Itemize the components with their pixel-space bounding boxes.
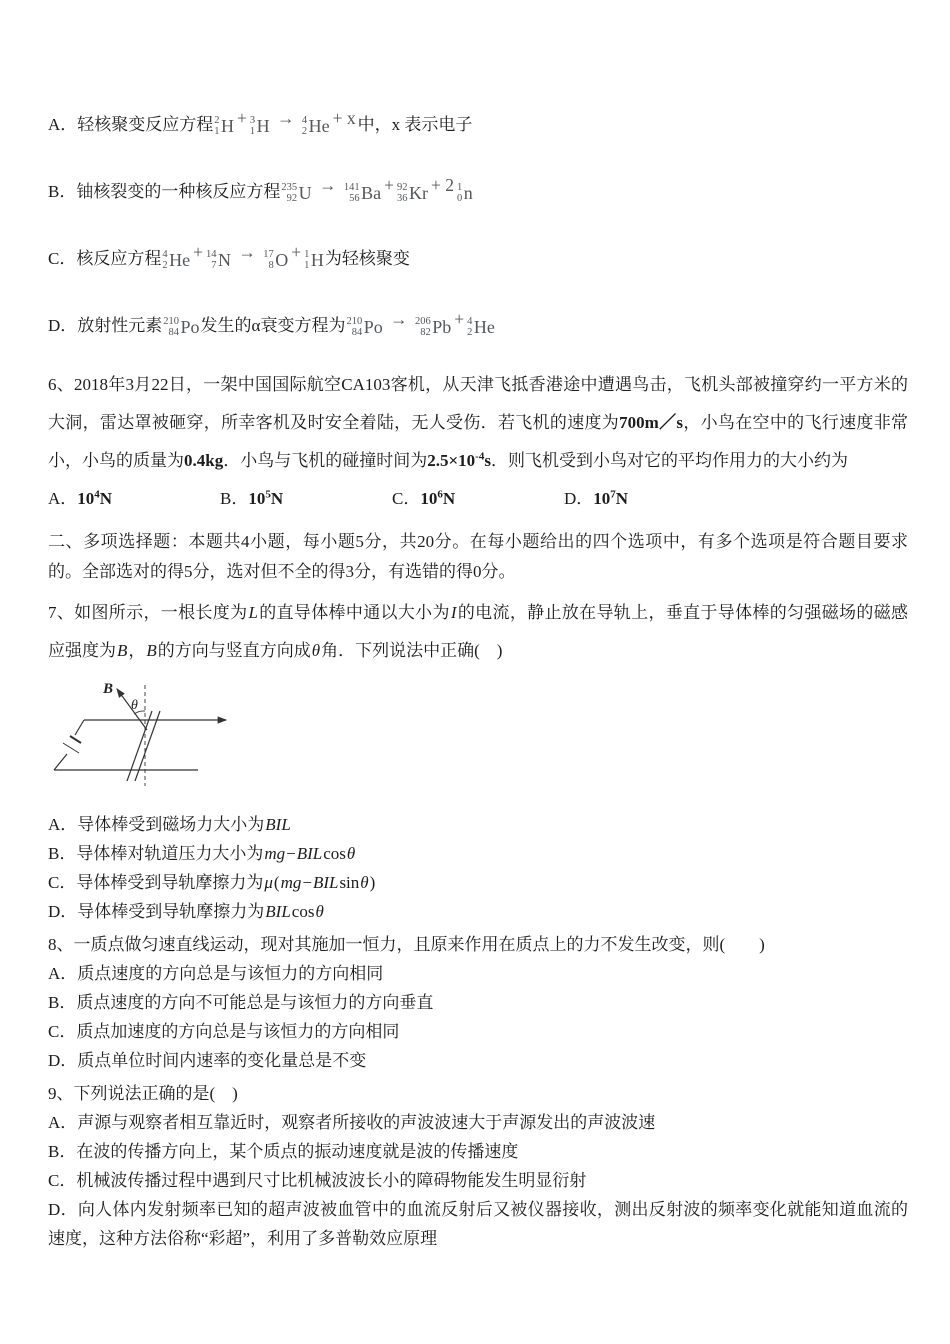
q8-option-c: C．质点加速度的方向总是与该恒力的方向相同 — [48, 1022, 400, 1041]
q5-option-a: A．轻核聚变反应方程 2 1 H + 3 1 H → 4 2 He + x 中，x 表示电子 — [48, 108, 473, 138]
isotope-notation: 141 56 Ba — [343, 182, 382, 205]
isotope-notation: 4 2 He — [162, 249, 191, 272]
q7-stem: 7、如图所示，一根长度为L的直导体棒中通以大小为I的电流，静止放在导轨上，垂直于导体棒的匀强磁场的磁感应强度为B，B的方向与竖直方向成θ角．下列说法中正确( ) — [48, 603, 909, 660]
q7-option-c: C．导体棒受到导轨摩擦力为μ(mg−BILsinθ) — [48, 873, 376, 892]
q9-option-c: C．机械波传播过程中遇到尺寸比机械波波长小的障碍物能发生明显衍射 — [48, 1171, 587, 1190]
q9-stem: 9、下列说法正确的是( ) — [48, 1084, 238, 1103]
q8-option-b: B．质点速度的方向不可能总是与该恒力的方向垂直 — [48, 993, 434, 1012]
q9-option-b: B．在波的传播方向上，某个质点的振动速度就是波的传播速度 — [48, 1142, 519, 1161]
q6-option-d: D．$10^7N$ — [564, 488, 629, 508]
battery-plate-short — [70, 736, 81, 743]
q6-option-a: A．$10^4N$ — [48, 488, 113, 508]
b-label: B — [103, 681, 114, 697]
isotope-notation: 206 82 Pb — [414, 316, 452, 339]
q6-option-b: B．$10^5N$ — [220, 488, 284, 508]
rail-magnetic-field-figure — [50, 680, 255, 794]
isotope-notation: 210 84 Po — [163, 316, 200, 339]
battery-plate-long — [63, 743, 79, 753]
q8-stem: 8、一质点做匀速直线运动，现对其施加一恒力，且原来作用在质点上的力不发生改变，则( ) — [48, 935, 765, 954]
q5-option-d: D．放射性元素 210 84 Po 发生的α衰变方程为 210 84 Po → 206 82 Pb + 4 2 He — [48, 309, 495, 339]
isotope-notation: 235 92 U — [281, 182, 312, 205]
q7-option-a: A．导体棒受到磁场力大小为BIL — [48, 815, 291, 834]
isotope-notation: 14 7 N — [205, 249, 231, 272]
q9-option-d: D．向人体内发射频率已知的超声波被血管中的血流反射后又被仪器接收，测出反射波的频率变化就能知道血流的速度，这种方法俗称“彩超”，利用了多普勒效应原理 — [48, 1200, 908, 1248]
q5-option-c: C．核反应方程 4 2 He + 14 7 N → 17 8 O + 1 1 H 为轻核聚变 — [48, 242, 410, 272]
isotope-notation: 92 36 Kr — [396, 182, 428, 205]
q8-option-d: D．质点单位时间内速率的变化量总是不变 — [48, 1051, 367, 1070]
isotope-notation: 1 0 n — [456, 182, 473, 205]
isotope-notation: 4 2 He — [467, 316, 495, 339]
q7-diagram — [50, 680, 908, 794]
theta-label: θ — [131, 698, 138, 713]
isotope-notation: 4 2 He — [301, 115, 330, 138]
q7-option-b: B．导体棒对轨道压力大小为mg−BILcosθ — [48, 844, 356, 863]
isotope-notation: 210 84 Po — [346, 316, 383, 339]
isotope-notation: 1 1 H — [304, 249, 324, 272]
left-edge-upper — [75, 720, 84, 735]
q7-option-d: D．导体棒受到导轨摩擦力为BILcosθ — [48, 902, 324, 921]
q6-stem: 6、2018年3月22日，一架中国国际航空CA103客机，从天津飞抵香港途中遭遇鸟击，飞机头部被撞穿约一平方米的大洞，雷达罩被砸穿，所幸客机及时安全着陆，无人受伤．若飞机的速度为700m／s，小鸟在空中的飞行速度非常小，小鸟的质量为0.4kg．小鸟与飞机的碰撞时间为$2.5\times 10^{-4}s$．则飞机受到小鸟对它的平均作用力的大小约为 — [48, 375, 909, 470]
isotope-notation: 3 1 H — [249, 115, 270, 138]
isotope-notation: 2 1 H — [214, 115, 235, 138]
isotope-notation: 17 8 O — [263, 249, 289, 272]
section2-header: 二、多项选择题：本题共4小题，每小题5分，共20分。在每小题给出的四个选项中，有多个选项是符合题目要求的。全部选对的得5分，选对但不全的得3分，有选错的得0分。 — [48, 532, 908, 581]
q6-option-c: C．$10^6N$ — [392, 488, 456, 508]
q5-option-b: B．铀核裂变的一种核反应方程 235 92 U → 141 56 Ba + 92 36 Kr + 2 1 0 n — [48, 175, 473, 205]
q9-option-a: A．声源与观察者相互靠近时，观察者所接收的声波波速大于声源发出的声波波速 — [48, 1113, 656, 1132]
q8-option-a: A．质点速度的方向总是与该恒力的方向相同 — [48, 964, 384, 983]
q6-options-row — [48, 484, 908, 514]
left-edge-lower — [54, 754, 67, 770]
